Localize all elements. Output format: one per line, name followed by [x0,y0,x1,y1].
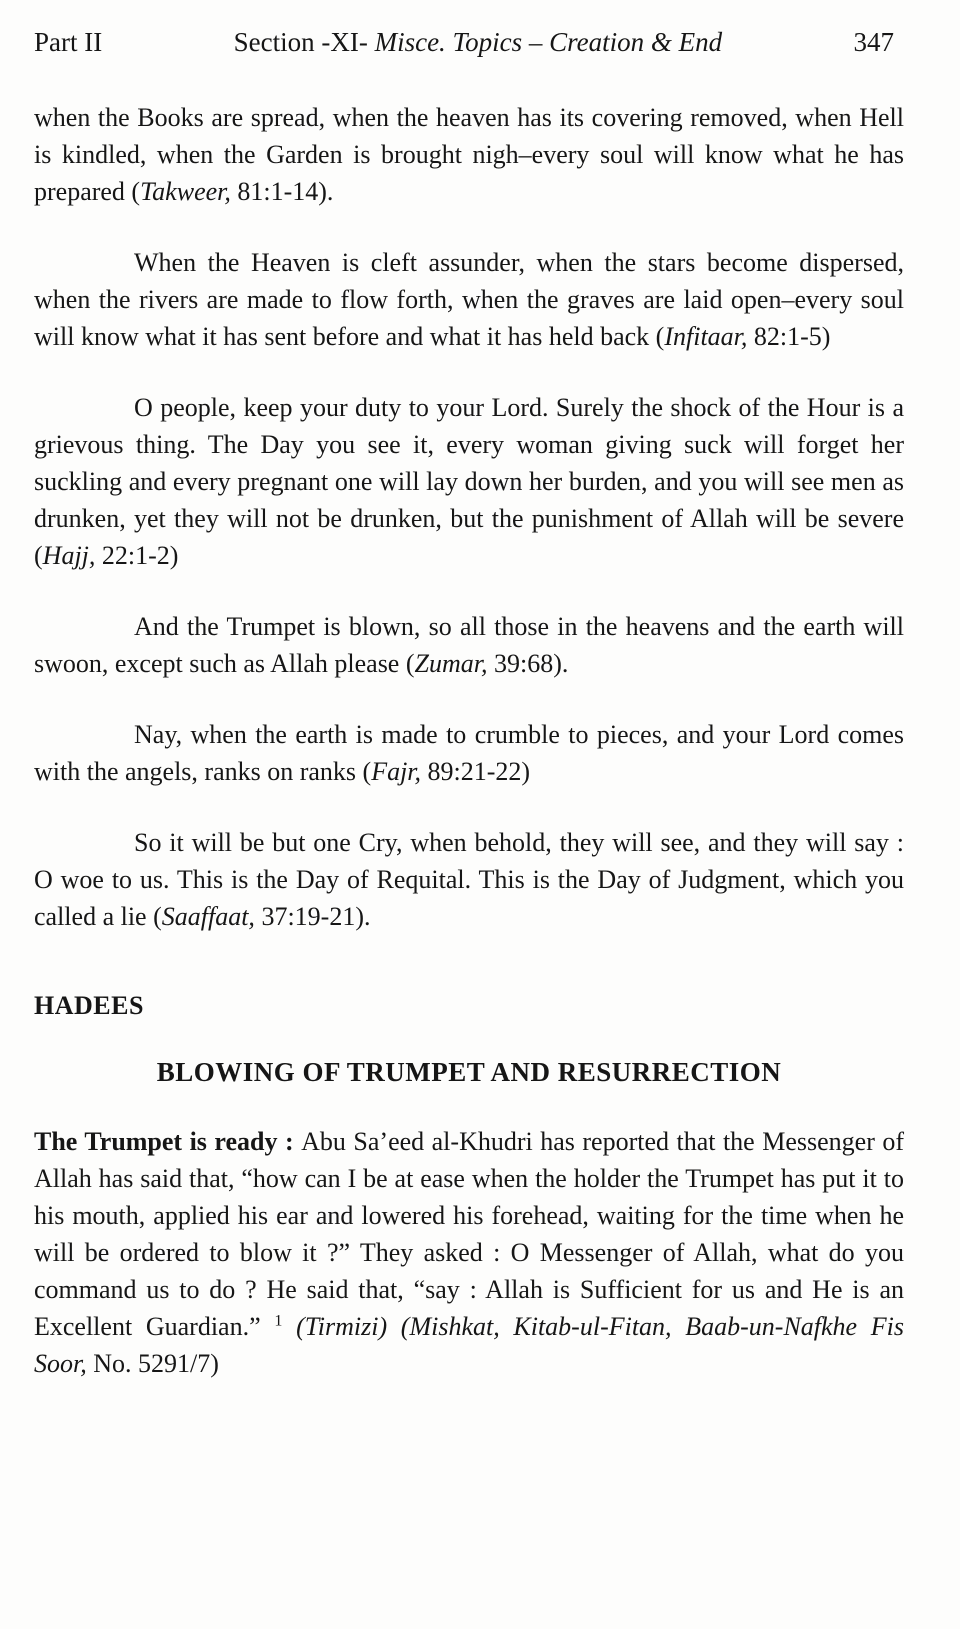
text-run: 89:21-22) [421,757,531,786]
paragraph-zumar [34,608,904,682]
paragraph-saaffaat [34,824,904,935]
text-run: The Trumpet is ready : [34,1127,302,1156]
page-number: 347 [853,27,894,57]
text-run: when the Books are spread, when the heaven has its covering removed, when Hell is kindled, when the Garden is brought nigh–every soul will know what he has prepared ( [34,103,904,206]
text-run: O people, keep your duty to your Lord. Surely the shock of the Hour is a grievous thing. The Day you see it, every woman giving suck will forget her suckling and every pregnant one will lay down her burden, and you will see men as drunken, yet they will not be drunken, but the punishment of Allah will be severe ( [34,393,904,570]
text-run: Zumar, [414,649,488,678]
text-run: 22:1-2) [95,541,179,570]
page-header [34,24,904,61]
text-run: Section -XI- [233,27,375,57]
text-run: No. 5291/7) [86,1349,219,1378]
text-run: Misce. Topics – Creation & End [374,27,723,57]
text-run: And the Trumpet is blown, so all those in the heavens and the earth will swoon, except such as Allah please ( [34,612,904,678]
paragraph-hajj [34,389,904,574]
paragraph-trumpet-hadees [34,1123,904,1382]
section-heading: BLOWING OF TRUMPET AND RESURRECTION [156,1057,782,1087]
text-run: Saaffaat, [161,902,255,931]
text-run: 1 [274,1312,283,1330]
text-run: Fajr, [371,757,422,786]
text-run: Hajj, [42,541,96,570]
text-run: 39:68). [487,649,569,678]
hadees-heading: HADEES [34,991,144,1020]
paragraph-infitaar [34,244,904,355]
text-run: Infitaar, [664,322,748,351]
text-run: 37:19-21). [254,902,371,931]
text-run: 82:1-5) [747,322,831,351]
text-run: (Tirmizi) (Mishkat, Kitab-ul-Fitan, Baab-un-Nafkhe Fis Soor, [34,1312,904,1378]
text-run: Abu Sa’eed al-Khudri has reported that the Messenger of Allah has said that, “how can I be at ease when the holder the Trumpet has put it to his mouth, applied his ear and lowered his forehead, waiting for the time when he will be ordered to blow it ?” They asked : O Messenger of Allah, what do you command us to do ? He said that, “say : Allah is Sufficient for us and He is an Excellent Guardian.” [34,1127,904,1341]
text-run: 81:1-14). [230,177,334,206]
header-section-title [102,24,853,61]
text-run: When the Heaven is cleft assunder, when the stars become dispersed, when the rivers are made to flow forth, when the graves are laid open–every soul will know what it has sent before and what it has held back ( [34,248,904,351]
text-run: So it will be but one Cry, when behold, they will see, and they will say : O woe to us. This is the Day of Requital. This is the Day of Judgment, which you called a lie ( [34,828,904,931]
paragraph-fajr [34,716,904,790]
paragraph-takweer [34,99,904,210]
text-run [282,1312,296,1341]
header-part-label: Part II [34,27,103,57]
text-run: Nay, when the earth is made to crumble to pieces, and your Lord comes with the angels, ranks on ranks ( [34,720,904,786]
text-run: Takweer, [140,177,231,206]
